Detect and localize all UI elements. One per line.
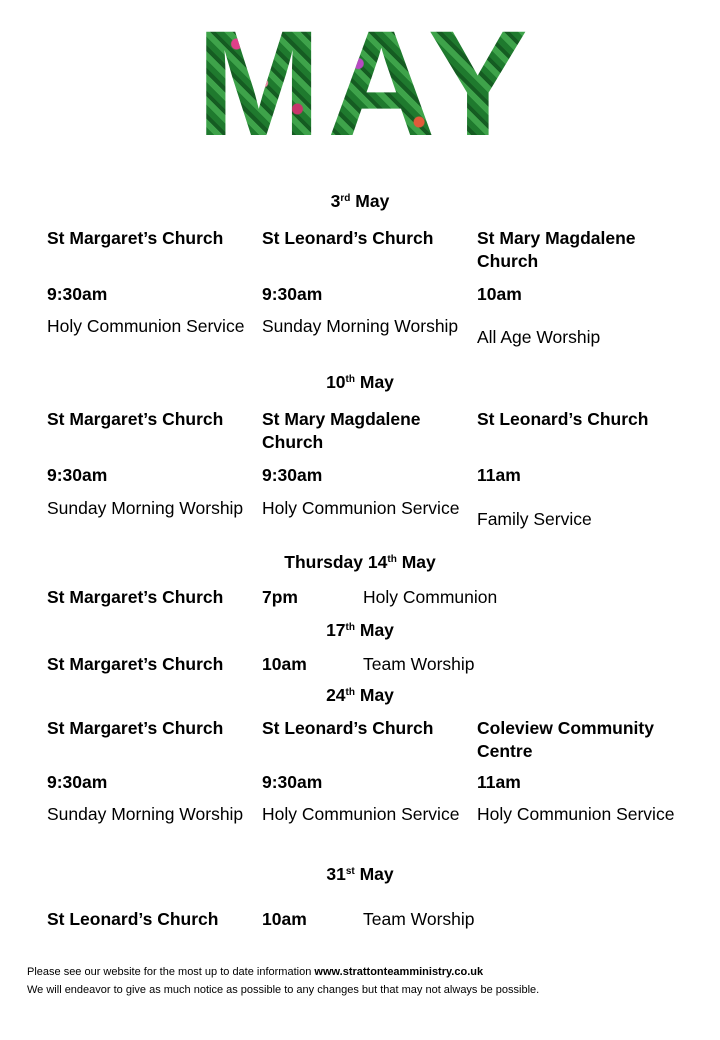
service-name: Holy Communion Service (477, 804, 675, 824)
service-name: Holy Communion Service (262, 498, 460, 518)
church-name: St Margaret’s Church (47, 718, 224, 738)
service-time: 10am (262, 654, 307, 674)
service-name: Holy Communion (363, 587, 498, 607)
service-name: All Age Worship (477, 327, 601, 347)
church-name: St Leonard’s Church (477, 409, 649, 429)
service-name: Holy Communion Service (262, 804, 460, 824)
church-name: St Leonard’s Church (262, 228, 434, 248)
service-time: 9:30am (262, 465, 323, 485)
service-name: Holy Communion Service (47, 316, 245, 336)
date-heading-17-may: 17th May (326, 620, 394, 640)
footer-text: Please see our website for the most up to date information (27, 966, 315, 978)
church-name: Coleview Community Centre (477, 718, 654, 761)
service-time: 11am (477, 772, 521, 792)
service-time: 9:30am (262, 284, 323, 304)
month-title: MAY (196, 0, 534, 167)
service-time: 9:30am (47, 772, 108, 792)
service-name: Family Service (477, 509, 592, 529)
footer-notice: We will endeavor to give as much notice as possible to any changes but that may not always be possible. (27, 984, 540, 996)
church-name: St Margaret’s Church (47, 228, 224, 248)
church-name: St Margaret’s Church (47, 587, 224, 607)
date-heading-24-may: 24th May (326, 685, 394, 705)
date-heading-31-may: 31st May (326, 864, 394, 884)
service-name: Team Worship (363, 654, 475, 674)
church-name: St Mary Magdalene Church (477, 228, 636, 271)
date-heading-14-may: Thursday 14th May (284, 552, 436, 572)
church-name: St Leonard’s Church (47, 909, 219, 929)
service-time: 10am (477, 284, 522, 304)
date-heading-3-may: 3rd May (330, 191, 390, 211)
service-name: Sunday Morning Worship (47, 498, 244, 518)
service-time: 9:30am (262, 772, 323, 792)
footer-info-line (27, 965, 483, 979)
service-time: 9:30am (47, 284, 108, 304)
website-link[interactable]: www.strattonteamministry.co.uk (314, 966, 484, 978)
service-time: 10am (262, 909, 307, 929)
church-name: St Leonard’s Church (262, 718, 434, 738)
service-name: Sunday Morning Worship (262, 316, 459, 336)
service-time: 11am (477, 465, 521, 485)
service-time: 7pm (262, 587, 298, 607)
service-name: Sunday Morning Worship (47, 804, 244, 824)
church-name: St Margaret’s Church (47, 654, 224, 674)
church-name: St Margaret’s Church (47, 409, 224, 429)
month-title-graphic (180, 0, 550, 167)
service-name: Team Worship (363, 909, 475, 929)
church-name: St Mary Magdalene Church (262, 409, 421, 452)
service-time: 9:30am (47, 465, 108, 485)
date-heading-10-may: 10th May (326, 372, 394, 392)
